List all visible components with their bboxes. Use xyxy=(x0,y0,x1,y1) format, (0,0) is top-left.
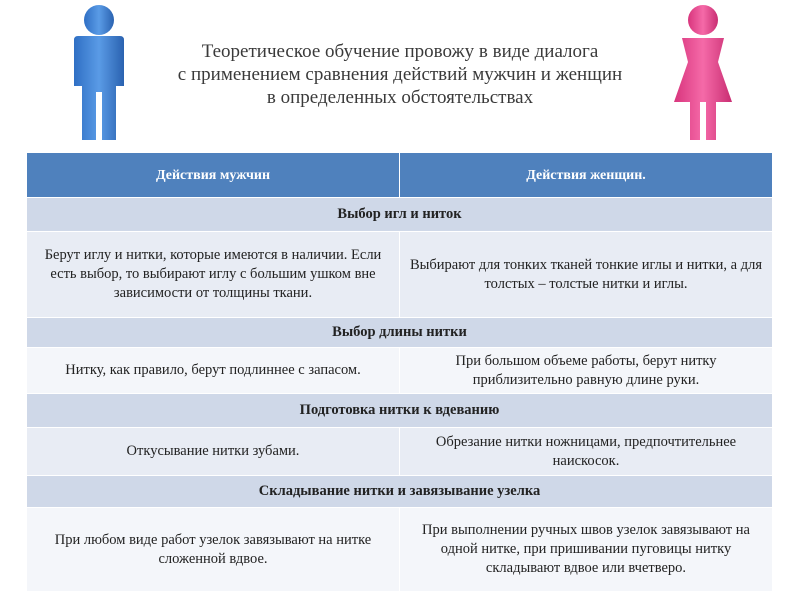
section-row xyxy=(27,476,773,508)
men-cell: Нитку, как правило, берут подлиннее с запасом. xyxy=(27,348,400,394)
table-row xyxy=(27,428,773,476)
section-title: Выбор игл и ниток xyxy=(27,198,773,232)
men-cell: При любом виде работ узелок завязывают на нитке сложенной вдвое. xyxy=(27,508,400,592)
male-figure-icon xyxy=(68,2,130,144)
section-row xyxy=(27,394,773,428)
table-row xyxy=(27,508,773,592)
women-cell: При выполнении ручных швов узелок завязывают на одной нитке, при пришивании пуговицы нитку складывают вдвое или вчетверо. xyxy=(400,508,773,592)
section-title: Складывание нитки и завязывание узелка xyxy=(27,476,773,508)
table-row xyxy=(27,348,773,394)
section-title: Подготовка нитки к вдеванию xyxy=(27,394,773,428)
women-cell: При большом объеме работы, берут нитку приблизительно равную длине руки. xyxy=(400,348,773,394)
section-row xyxy=(27,318,773,348)
header-men: Действия мужчин xyxy=(27,153,400,198)
table-header-row xyxy=(27,153,773,198)
title-line-2: с применением сравнения действий мужчин и женщин xyxy=(177,64,623,85)
title-line-3: в определенных обстоятельствах xyxy=(266,87,534,108)
women-cell: Выбирают для тонких тканей тонкие иглы и нитки, а для толстых – толстые нитки и иглы. xyxy=(400,232,773,318)
slide-title xyxy=(150,40,650,109)
title-line-1: Теоретическое обучение провожу в виде диалога xyxy=(201,41,599,62)
header-women: Действия женщин. xyxy=(400,153,773,198)
comparison-table xyxy=(26,152,773,592)
women-cell: Обрезание нитки ножницами, предпочтительнее наискосок. xyxy=(400,428,773,476)
female-figure-icon xyxy=(672,2,734,144)
men-cell: Берут иглу и нитки, которые имеются в наличии. Если есть выбор, то выбирают иглу с большим ушком вне зависимости от толщины ткани. xyxy=(27,232,400,318)
section-row xyxy=(27,198,773,232)
men-cell: Откусывание нитки зубами. xyxy=(27,428,400,476)
table-row xyxy=(27,232,773,318)
section-title: Выбор длины нитки xyxy=(27,318,773,348)
